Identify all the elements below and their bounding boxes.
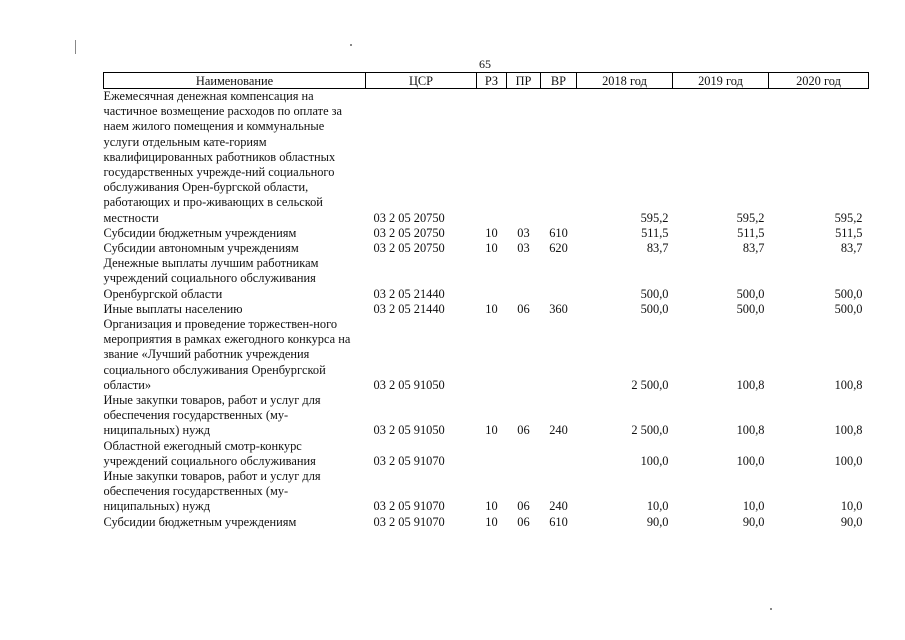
row-value-2018: 500,0 (640, 286, 669, 301)
header-name: Наименование (104, 73, 366, 89)
row-csr: 03 2 05 91070 (373, 499, 445, 514)
row-value-2020: 83,7 (840, 241, 863, 256)
row-csr: 03 2 05 91070 (373, 514, 445, 529)
row-value-2020: 500,0 (834, 286, 863, 301)
header-csr: ЦСР (366, 73, 477, 89)
row-vr: 620 (549, 241, 568, 256)
row-value-2019: 100,8 (736, 423, 765, 438)
table-row (104, 256, 869, 302)
header-year-2020: 2020 год (769, 73, 869, 89)
row-vr: 610 (549, 514, 568, 529)
row-pr (507, 89, 541, 226)
row-rz: 10 (485, 225, 498, 240)
table-row (104, 302, 869, 317)
scan-mark (350, 44, 352, 46)
row-rz: 10 (485, 514, 498, 529)
budget-table (103, 72, 869, 530)
row-value-2020: 90,0 (840, 514, 863, 529)
row-value-2019: 500,0 (736, 286, 765, 301)
row-value-2018: 83,7 (646, 241, 669, 256)
row-name: Организация и проведение торжествен-ного мероприятия в рамках ежегодного конкурса на звание «Лучший работник учреждения социального обслуживания Оренбургской области» (103, 317, 351, 392)
row-rz: 10 (485, 423, 498, 438)
row-csr: 03 2 05 20750 (373, 210, 445, 225)
row-name: Иные выплаты населению (103, 301, 243, 316)
row-value-2018: 511,5 (641, 225, 669, 240)
row-csr: 03 2 05 21440 (373, 286, 445, 301)
row-vr (541, 89, 577, 226)
table-row (104, 89, 869, 226)
row-rz: 10 (485, 301, 498, 316)
row-value-2020: 100,8 (834, 377, 863, 392)
header-year-2018: 2018 год (577, 73, 673, 89)
header-pr: ПР (507, 73, 541, 89)
row-pr (507, 317, 541, 393)
header-year-2019: 2019 год (673, 73, 769, 89)
row-csr: 03 2 05 91070 (373, 453, 445, 468)
row-pr (507, 439, 541, 469)
row-name: Денежные выплаты лучшим работникам учреждений социального обслуживания Оренбургской области (103, 256, 319, 301)
row-csr: 03 2 05 91050 (373, 423, 445, 438)
row-vr (541, 256, 577, 302)
table-row (104, 241, 869, 256)
scan-mark (770, 608, 772, 610)
row-pr: 06 (517, 514, 530, 529)
row-value-2019: 595,2 (736, 210, 765, 225)
row-value-2020: 100,0 (834, 453, 863, 468)
table-row (104, 439, 869, 469)
row-value-2018: 100,0 (640, 453, 669, 468)
row-rz (477, 256, 507, 302)
row-value-2019: 500,0 (736, 301, 765, 316)
table-row (104, 515, 869, 530)
row-value-2019: 100,0 (736, 453, 765, 468)
table-row (104, 469, 869, 515)
row-pr: 06 (517, 499, 530, 514)
row-pr: 06 (517, 423, 530, 438)
row-value-2018: 2 500,0 (631, 423, 669, 438)
row-name: Иные закупки товаров, работ и услуг для обеспечения государственных (му-ниципальных) нужд (103, 393, 321, 438)
row-name: Ежемесячная денежная компенсация на частичное возмещение расходов по оплате за наем жилого помещения и коммунальные услуги отдельным кате-гориям квалифицированных работников областных государственных учрежде-ний социального обслуживания Орен-бургской области, работающих и про-живающих в сельской местности (103, 89, 343, 225)
row-rz (477, 317, 507, 393)
table-row (104, 226, 869, 241)
row-value-2019: 100,8 (736, 377, 765, 392)
row-value-2018: 595,2 (640, 210, 669, 225)
row-vr: 240 (549, 499, 568, 514)
row-name: Субсидии бюджетным учреждениям (103, 514, 297, 529)
row-value-2019: 511,5 (737, 225, 765, 240)
header-vr: ВР (541, 73, 577, 89)
row-rz (477, 439, 507, 469)
row-name: Иные закупки товаров, работ и услуг для обеспечения государственных (му-ниципальных) нужд (103, 469, 321, 514)
row-value-2019: 90,0 (742, 514, 765, 529)
row-vr (541, 317, 577, 393)
row-rz: 10 (485, 241, 498, 256)
row-vr: 610 (549, 225, 568, 240)
header-rz: РЗ (477, 73, 507, 89)
row-rz (477, 89, 507, 226)
row-pr (507, 256, 541, 302)
row-pr: 03 (517, 225, 530, 240)
row-value-2020: 500,0 (834, 301, 863, 316)
row-pr: 03 (517, 241, 530, 256)
row-vr (541, 439, 577, 469)
row-value-2018: 2 500,0 (631, 377, 669, 392)
row-value-2019: 83,7 (742, 241, 765, 256)
scan-mark (75, 40, 76, 54)
table-header-row (104, 73, 869, 89)
row-vr: 240 (549, 423, 568, 438)
row-value-2018: 10,0 (646, 499, 669, 514)
row-csr: 03 2 05 20750 (373, 225, 445, 240)
row-name: Субсидии автономным учреждениям (103, 241, 299, 256)
row-value-2019: 10,0 (742, 499, 765, 514)
row-value-2020: 100,8 (834, 423, 863, 438)
table-row (104, 393, 869, 439)
row-pr: 06 (517, 301, 530, 316)
row-csr: 03 2 05 21440 (373, 301, 445, 316)
row-value-2020: 511,5 (835, 225, 863, 240)
row-value-2020: 595,2 (834, 210, 863, 225)
row-csr: 03 2 05 91050 (373, 377, 445, 392)
row-rz: 10 (485, 499, 498, 514)
page-number: 65 (479, 57, 491, 71)
table-row (104, 317, 869, 393)
row-vr: 360 (549, 301, 568, 316)
row-value-2018: 500,0 (640, 301, 669, 316)
row-value-2018: 90,0 (646, 514, 669, 529)
row-name: Областной ежегодный смотр-конкурс учреждений социального обслуживания (103, 438, 316, 468)
row-name: Субсидии бюджетным учреждениям (103, 225, 297, 240)
row-value-2020: 10,0 (840, 499, 863, 514)
row-csr: 03 2 05 20750 (373, 241, 445, 256)
